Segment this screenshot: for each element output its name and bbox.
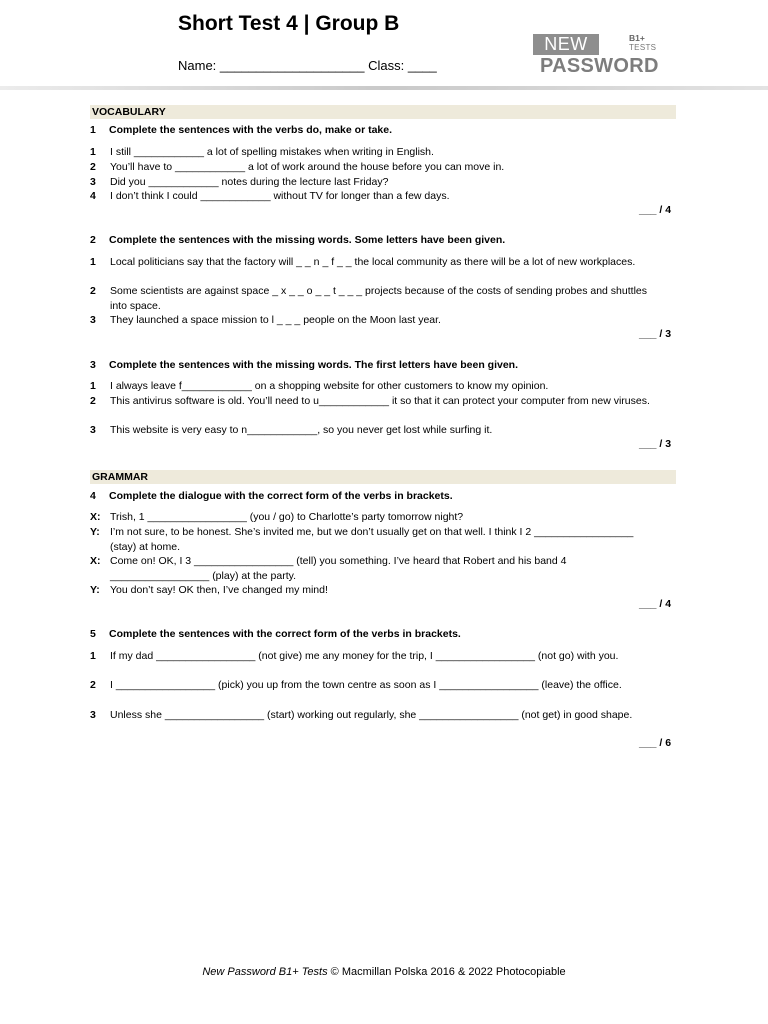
exercise-1-instruction [90,123,680,137]
dialogue-line: Y: I’m not sure, to be honest. She’s invited me, but we don’t usually get on that well. I think I 2 _________________ (stay) at home. [90,526,634,553]
name-class-line: Name: ____________________ Class: ____ [178,58,437,73]
logo-new: NEW [533,34,599,55]
score-box: ___ / 6 [639,737,672,749]
instruction-text: Complete the sentences with the missing words. The first letters have been given. [109,359,519,371]
grammar-heading: GRAMMAR [90,470,676,484]
footer-title: New Password B1+ Tests [202,966,328,978]
list-item: 1 Local politicians say that the factory will _ _ n _ f _ _ the local community as there will be a lot of new workplaces. [90,256,636,268]
instruction-text: Complete the sentences with the correct form of the verbs in brackets. [109,628,461,640]
dialogue-line: X: Trish, 1 _________________ (you / go) to Charlotte’s party tomorrow night? [90,511,464,523]
exercise-number: 2 [90,234,96,246]
score-box: ___ / 3 [639,438,672,450]
instruction-text: Complete the dialogue with the correct form of the verbs in brackets. [109,490,453,502]
score-box: ___ / 4 [639,598,672,610]
dialogue-line: Y: You don’t say! OK then, I’ve changed my mind! [90,584,328,596]
instruction-text: Complete the sentences with the missing words. Some letters have been given. [109,234,506,246]
page-title: Short Test 4 | Group B [178,12,400,35]
list-item: 1 If my dad _________________ (not give) me any money for the trip, I _________________ (not go) with you. [90,650,619,662]
exercise-3-instruction [90,358,680,372]
exercise-number: 1 [90,124,96,136]
list-item: 2 This antivirus software is old. You’ll need to u____________ it so that it can protect your computer from new viruses. [90,395,650,407]
list-item: 3 This website is very easy to n____________, so you never get lost while surfing it. [90,424,493,436]
footer-copyright: © Macmillan Polska 2016 & 2022 Photocopiable [330,966,566,978]
list-item: 3 They launched a space mission to l _ _ _ people on the Moon last year. [90,314,441,326]
exercise-2-instruction [90,233,680,247]
list-item: 2 You’ll have to ____________ a lot of work around the house before you can move in. [90,161,505,173]
exercise-4-instruction [90,489,680,503]
dialogue-line: X: Come on! OK, I 3 _________________ (tell) you something. I’ve heard that Robert and his band 4 _________________ (play) at the party. [90,555,567,582]
list-item: 3 Unless she _________________ (start) working out regularly, she _________________ (not get) in good shape. [90,709,633,721]
vocabulary-heading: VOCABULARY [90,105,676,119]
exercise-number: 5 [90,628,96,640]
logo-level: B1+ [629,33,645,43]
list-item: 2 I _________________ (pick) you up from the town centre as soon as I _________________ (leave) the office. [90,679,622,691]
score-box: ___ / 3 [639,328,672,340]
list-item: 1 I always leave f____________ on a shopping website for other customers to know my opinion. [90,380,549,392]
new-password-logo [533,34,665,78]
footer [0,966,768,978]
list-item: 4 I don’t think I could ____________ without TV for longer than a few days. [90,190,450,202]
list-item: 2 Some scientists are against space _ x _ _ o _ _ t _ _ _ projects because of the costs of sending probes and shuttles into space. [90,285,647,312]
exercise-5-instruction [90,627,680,641]
score-box: ___ / 4 [639,204,672,216]
instruction-text: Complete the sentences with the verbs do, make or take. [109,124,393,136]
list-item: 1 I still ____________ a lot of spelling mistakes when writing in English. [90,146,434,158]
exercise-number: 3 [90,359,96,371]
logo-tests: TESTS [629,43,657,52]
logo-password: PASSWORD [540,55,659,77]
exercise-number: 4 [90,490,96,502]
header-divider [0,86,768,90]
list-item: 3 Did you ____________ notes during the lecture last Friday? [90,176,389,188]
